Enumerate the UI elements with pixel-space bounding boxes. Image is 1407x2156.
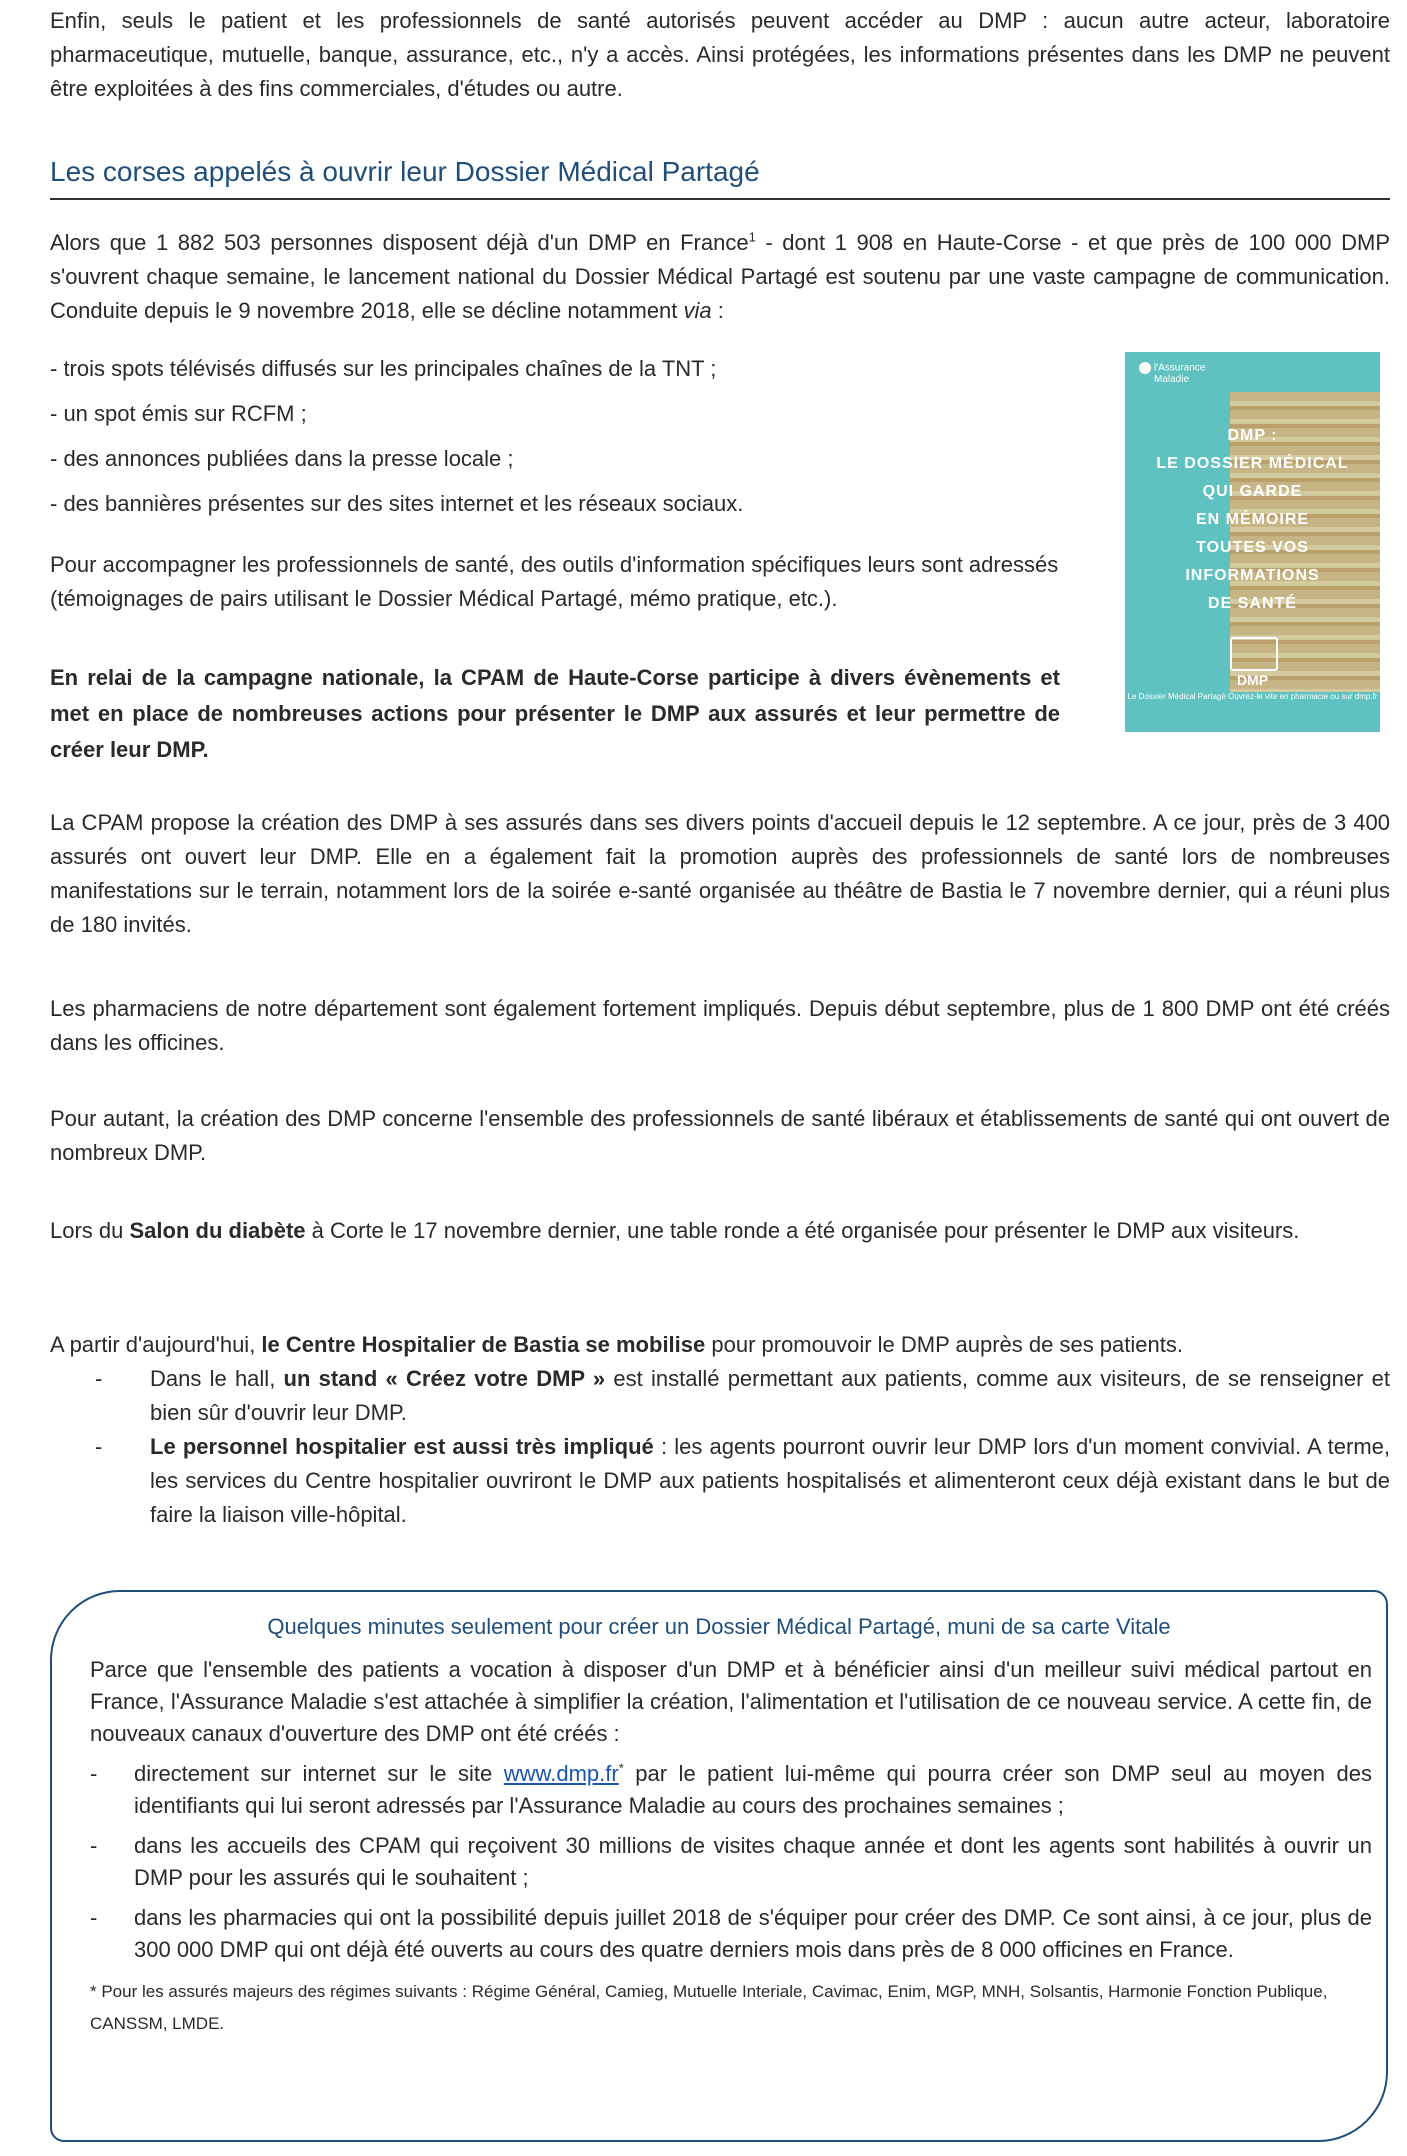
list-item: - trois spots télévisés diffusés sur les principales chaînes de la TNT ;	[50, 356, 717, 381]
hospital-paragraph: A partir d'aujourd'hui, le Centre Hospitalier de Bastia se mobilise pour promouvoir le DMP auprès de ses patients. - Dans le hall, un stand « Créez votre DMP » est installé permettant aux patients, comme aux visiteurs, de se renseigner et bien sûr d'ouvrir leur DMP. - Le personnel hospitalier est aussi très impliqué : les agents pourront ouvrir leur DMP lors d'un moment convivial. A terme, les services du Centre hospitalier ouvriront le DMP aux patients hospitalisés et alimenteront ceux déjà existant dans le but de faire la liaison ville-hôpital.	[50, 1328, 1390, 1532]
poster-title: DMP : LE DOSSIER MÉDICAL QUI GARDE EN MÉMOIRE TOUTES VOS INFORMATIONS DE SANTÉ	[1156, 427, 1349, 612]
liberal-paragraph: Pour autant, la création des DMP concerne l'ensemble des professionnels de santé libéraux et établissements de santé qui ont ouvert de nombreux DMP.	[50, 1106, 1390, 1165]
list-item: - Le personnel hospitalier est aussi très impliqué : les agents pourront ouvrir leur DMP lors d'un moment convivial. A terme, les services du Centre hospitalier ouvriront le DMP aux patients hospitalisés et alimenteront ceux déjà existant dans le but de faire la liaison ville-hôpital.	[95, 1434, 1391, 1527]
list-item: - Dans le hall, un stand « Créez votre DMP » est installé permettant aux patients, comme aux visiteurs, de se renseigner et bien sûr d'ouvrir leur DMP.	[95, 1366, 1390, 1425]
list-item: - des annonces publiées dans la presse locale ;	[50, 446, 514, 471]
folder-icon	[1230, 637, 1278, 671]
cpam-paragraph: La CPAM propose la création des DMP à ses assurés dans ses divers points d'accueil depuis le 12 septembre. A ce jour, près de 3 400 assurés ont ouvert leur DMP. Elle en a également fait la promotion auprès des professionnels de santé lors de nombreuses manifestations sur le terrain, notamment lors de la soirée e-santé organisée au théâtre de Bastia le 7 novembre dernier, qui a réuni plus de 180 invités.	[50, 810, 1390, 937]
box-title: Quelques minutes seulement pour créer un Dossier Médical Partagé, muni de sa carte Vitale	[267, 1614, 1171, 1639]
list-item: - dans les pharmacies qui ont la possibilité depuis juillet 2018 de s'équiper pour créer des DMP. Ce sont ainsi, à ce jour, plus de 300 000 DMP qui ont déjà été ouverts au cours des quatre derniers mois dans près de 8 000 officines en France.	[90, 1905, 1372, 1962]
poster-tagline: Le Dossier Médical Partagé Ouvrez-le vite en pharmacie ou sur dmp.fr	[1127, 692, 1378, 701]
list-item: - un spot émis sur RCFM ;	[50, 401, 307, 426]
dmp-website-link[interactable]: www.dmp.fr	[503, 1761, 619, 1786]
hospital-list	[50, 1362, 1390, 1532]
pharmacists-paragraph: Les pharmaciens de notre département sont également fortement impliqués. Depuis début septembre, plus de 1 800 DMP ont été créés dans les officines.	[50, 996, 1390, 1055]
list-item: - dans les accueils des CPAM qui reçoivent 30 millions de visites chaque année et dont les agents sont habilités à ouvrir un DMP pour les assurés qui le souhaitent ;	[90, 1833, 1372, 1890]
section-heading	[50, 152, 1390, 200]
footnote: * Pour les assurés majeurs des régimes suivants : Régime Général, Camieg, Mutuelle Interiale, Cavimac, Enim, MGP, MNH, Solsantis, Harmonie Fonction Publique, CANSSM, LMDE.	[90, 1982, 1328, 2033]
page-title: Les corses appelés à ouvrir leur Dossier Médical Partagé	[50, 152, 1390, 200]
box-list	[90, 1758, 1372, 1966]
intro-paragraph: Enfin, seuls le patient et les professionnels de santé autorisés peuvent accéder au DMP : aucun autre acteur, laboratoire pharmaceutique, mutuelle, banque, assurance, etc., n'y a accès. Ainsi protégées, les informations présentes dans les DMP ne peuvent être exploitées à des fins commerciales, d'études ou autre.	[50, 8, 1390, 101]
box-intro: Parce que l'ensemble des patients a vocation à disposer d'un DMP et à bénéficier ainsi d'un meilleur suivi médical partout en France, l'Assurance Maladie s'est attachée à simplifier la création, l'alimentation et l'utilisation de ce nouveau service. A cette fin, de nouveaux canaux d'ouverture des DMP ont été créés :	[90, 1657, 1372, 1746]
assurance-maladie-logo: l'Assurance Maladie	[1139, 362, 1205, 385]
campaign-list	[50, 352, 1050, 532]
footnote-marker: 1	[748, 229, 756, 245]
poster-brand: DMP	[1236, 672, 1269, 688]
logo-mark-icon	[1139, 362, 1151, 374]
dmp-campaign-poster	[1125, 352, 1380, 732]
list-item: - des bannières présentes sur des sites internet et les réseaux sociaux.	[50, 491, 744, 516]
info-box	[50, 1590, 1388, 2142]
salon-paragraph: Lors du Salon du diabète à Corte le 17 novembre dernier, une table ronde a été organisée pour présenter le DMP aux visiteurs.	[50, 1218, 1300, 1243]
tools-paragraph: Pour accompagner les professionnels de santé, des outils d'information spécifiques leurs sont adressés (témoignages de pairs utilisant le Dossier Médical Partagé, mémo pratique, etc.).	[50, 552, 1059, 611]
relay-paragraph: En relai de la campagne nationale, la CPAM de Haute-Corse participe à divers évènements et met en place de nombreuses actions pour présenter le DMP aux assurés et leur permettre de créer leur DMP.	[50, 665, 1060, 762]
list-item: - directement sur internet sur le site www.dmp.fr* par le patient lui-même qui pourra créer son DMP seul au moyen des identifiants qui lui seront adressés par l'Assurance Maladie au cours des prochaines semaines ;	[90, 1760, 1372, 1818]
campaign-paragraph: Alors que 1 882 503 personnes disposent déjà d'un DMP en France$^1$ - dont 1 908 en Haute-Corse - et que près de 100 000 DMP s'ouvrent chaque semaine, le lancement national du Dossier Médical Partagé est soutenu par une vaste campagne de communication. Conduite depuis le 9 novembre 2018, elle se décline notamment via :	[50, 229, 1390, 323]
